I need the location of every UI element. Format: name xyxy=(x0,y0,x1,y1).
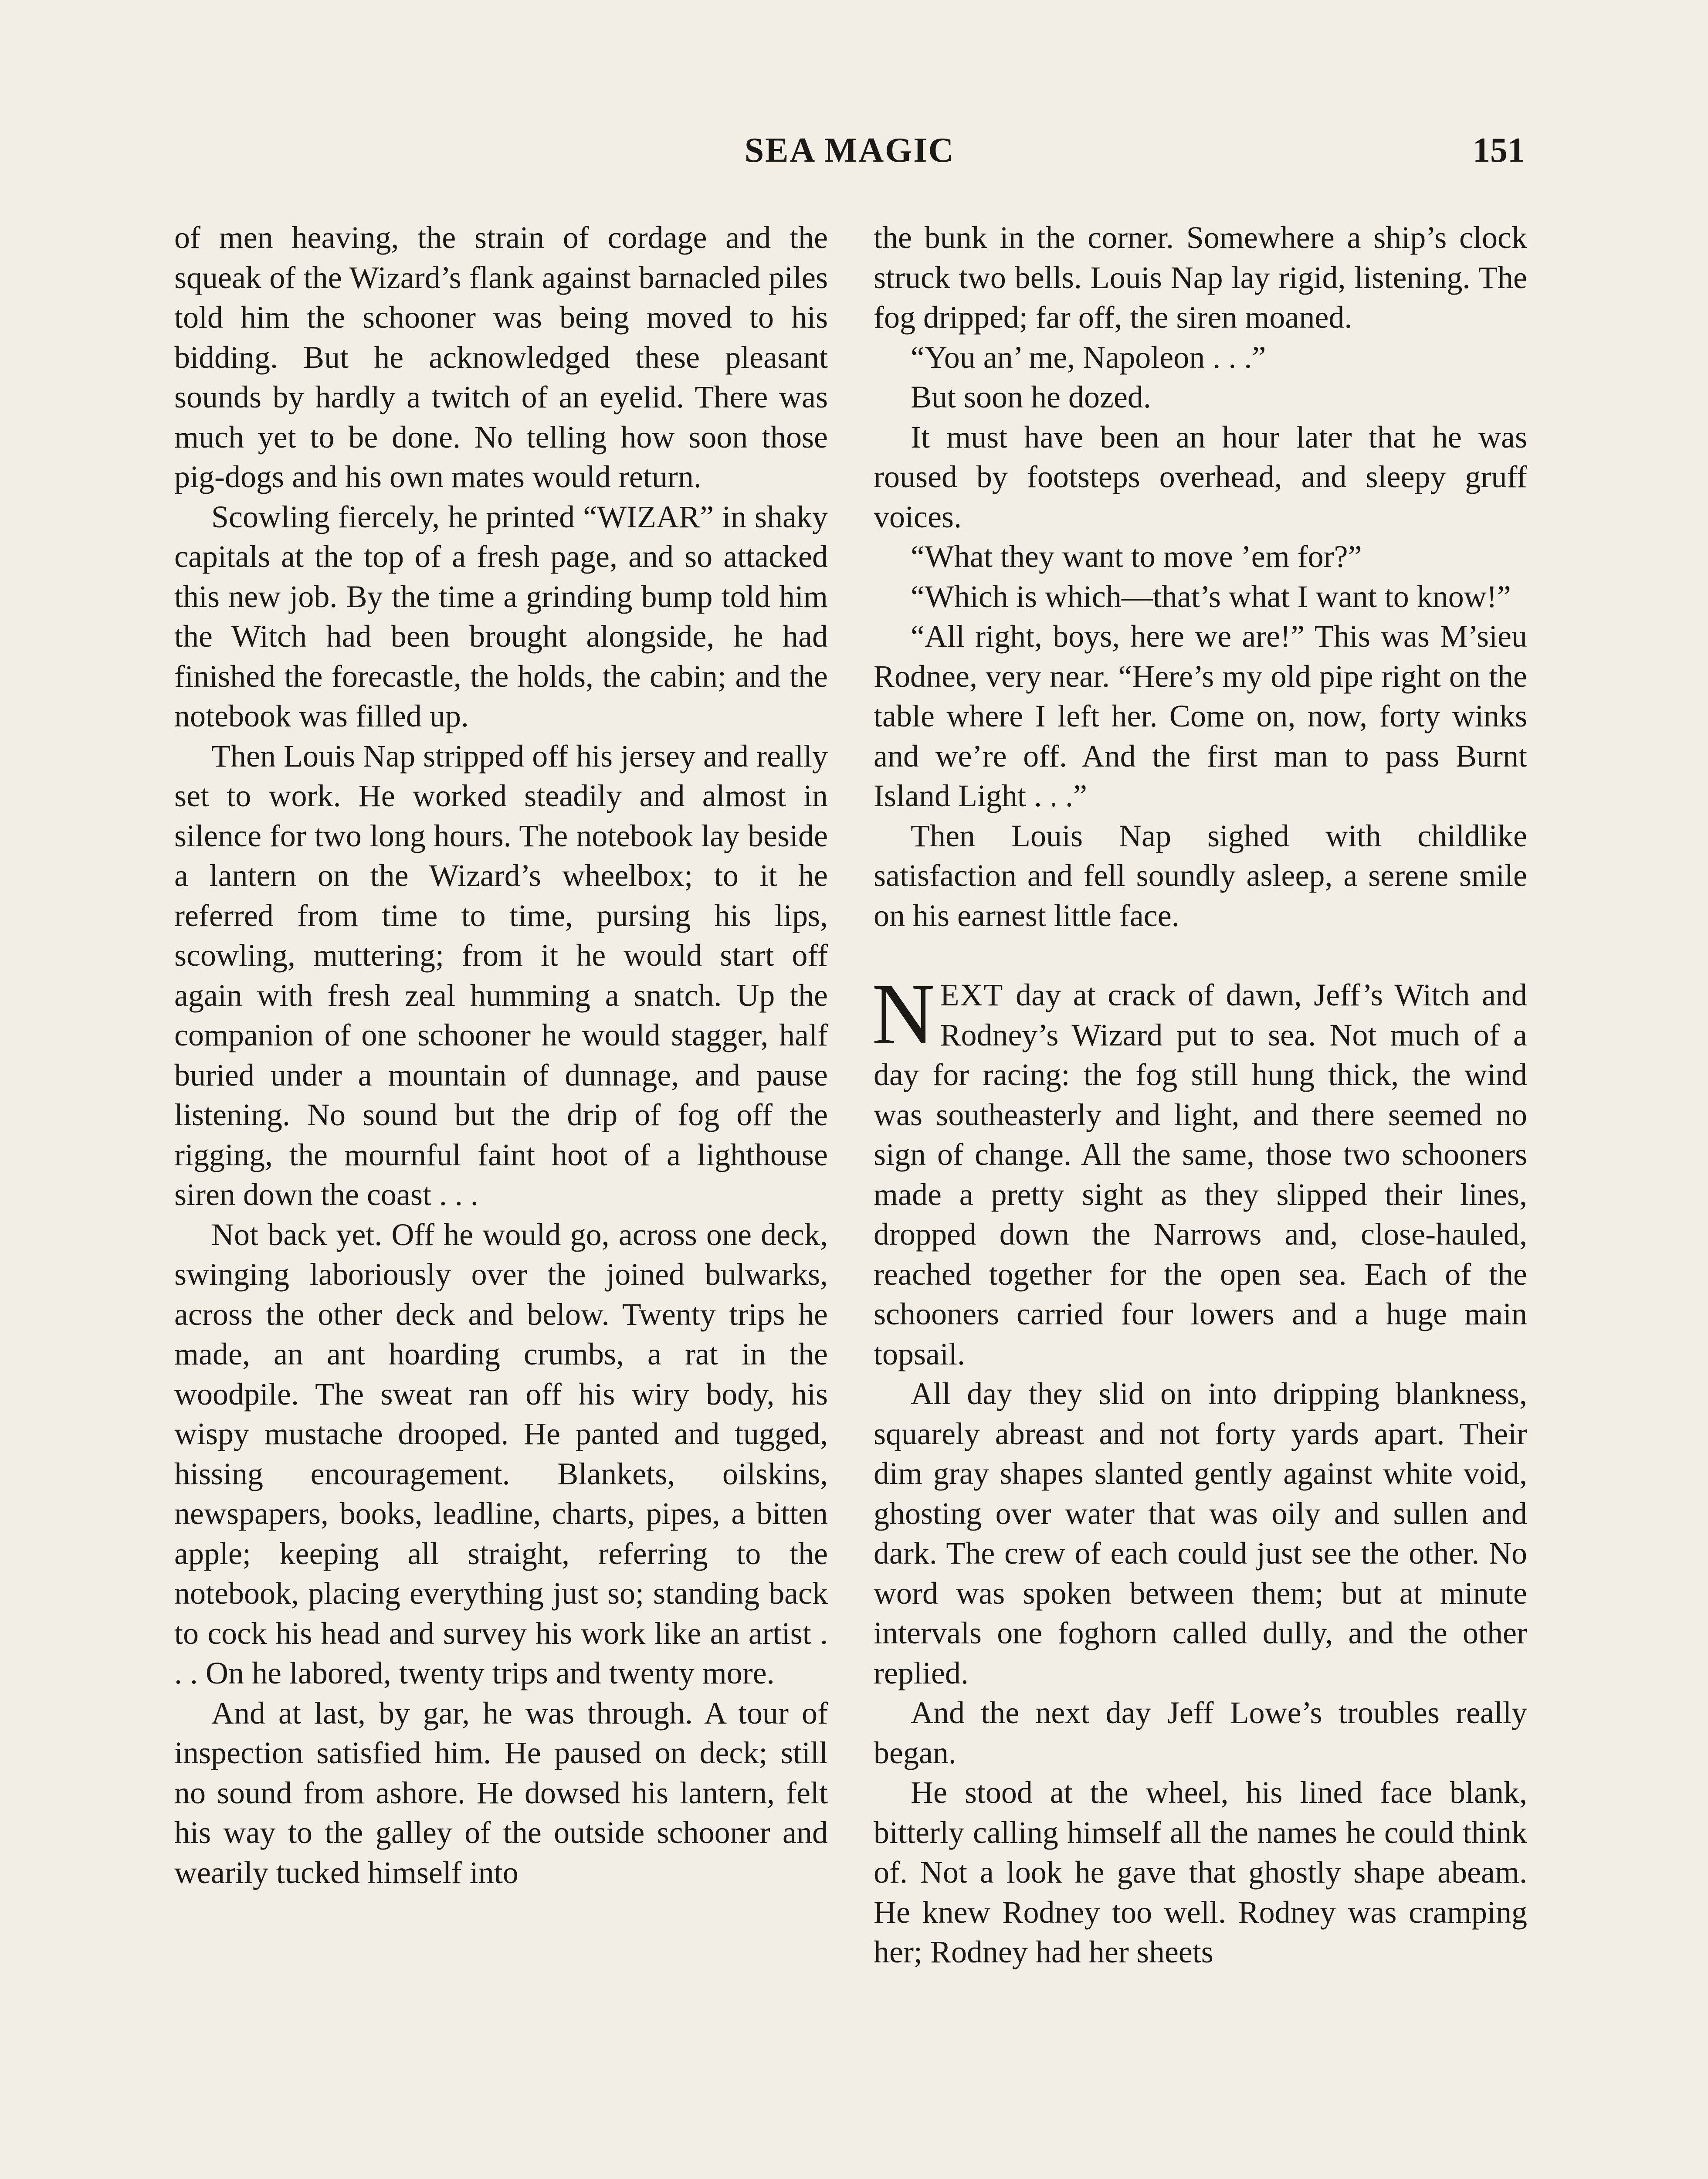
paragraph: “What they want to move ’em for?” xyxy=(911,539,1362,574)
paragraph: Then Louis Nap sighed with childlike satisfaction and fell soundly asleep, a serene smile on his earnest little face. xyxy=(874,818,1527,933)
paragraph: Not back yet. Off he would go, across one deck, swinging laboriously over the joined bulwarks, across the other deck and below. Twenty trips he made, an ant hoarding crumbs, a rat in the woodpile. The sweat ran off his wiry body, his wispy mustache drooped. He panted and tugged, hissing encouragement. Blankets, oilskins, newspapers, books, leadline, charts, pipes, a bitten apple; keeping all straight, referring to the notebook, placing everything just so; standing back to cock his head and survey his work like an artist . . . On he labored, twenty trips and twenty more. xyxy=(174,1217,828,1690)
paragraph: “You an’ me, Napoleon . . .” xyxy=(911,339,1266,375)
left-column xyxy=(174,218,828,1893)
paragraph: “Which is which—that’s what I want to know!” xyxy=(911,579,1511,614)
paragraph: It must have been an hour later that he was roused by footsteps overhead, and sleepy gruff voices. xyxy=(874,419,1527,534)
page-header xyxy=(174,131,1525,179)
paragraph: He stood at the wheel, his lined face blank, bitterly calling himself all the names he could think of. Not a look he gave that ghostly shape abeam. He knew Rodney too well. Rodney was cramping her; Rodney had her sheets xyxy=(874,1775,1527,1969)
right-column xyxy=(874,218,1527,1972)
drop-cap: N xyxy=(872,966,935,1062)
section-opening-paragraph xyxy=(872,966,1527,1374)
page-number: 151 xyxy=(1473,131,1525,170)
paragraph: But soon he dozed. xyxy=(911,380,1151,414)
paragraph: All day they slid on into dripping blankness, squarely abreast and not forty yards apart. Their dim gray shapes slanted gently against white void, ghosting over water that was oily and sullen and dark. The crew of each could just see the other. No word was spoken between them; but at minute intervals one foghorn called dully, and the other replied. xyxy=(874,1376,1527,1690)
paragraph: And the next day Jeff Lowe’s troubles really began. xyxy=(874,1695,1527,1770)
paragraph: Then Louis Nap stripped off his jersey and really set to work. He worked steadily and almost in silence for two long hours. The notebook lay beside a lantern on the Wizard’s wheelbox; to it he referred from time to time, pursing his lips, scowling, muttering; from it he would start off again with fresh zeal humming a snatch. Up the companion of one schooner he would stagger, half buried under a mountain of dunnage, and pause listening. No sound but the drip of fog off the rigging, the mournful faint hoot of a lighthouse siren down the coast . . . xyxy=(174,738,828,1212)
opening-caps: EXT xyxy=(940,977,1004,1012)
paragraph: Scowling fiercely, he printed “WIZAR” in shaky capitals at the top of a fresh page, and so attacked this new job. By the time a grinding bump told him the Witch had been brought alongside, he had finished the forecastle, the holds, the cabin; and the notebook was filled up. xyxy=(174,499,828,733)
opening-text: day at crack of dawn, Jeff’s Witch and Rodney’s Wizard put to sea. Not much of a day for racing: the fog still hung thick, the wind was southeasterly and light, and there seemed no sign of change. All the same, those two schooners made a pretty sight as they slipped their lines, dropped down the Narrows and, close-hauled, reached together for the open sea. Each of the schooners carried four lowers and a huge main topsail. xyxy=(874,977,1527,1371)
paragraph: of men heaving, the strain of cordage and the squeak of the Wizard’s flank against barnacled piles told him the schooner was being moved to his bidding. But he acknowledged these pleasant sounds by hardly a twitch of an eyelid. There was much yet to be done. No telling how soon those pig-dogs and his own mates would return. xyxy=(174,220,828,494)
paragraph: “All right, boys, here we are!” This was M’sieu Rodnee, very near. “Here’s my old pipe right on the table where I left her. Come on, now, forty winks and we’re off. And the first man to pass Burnt Island Light . . .” xyxy=(874,619,1527,813)
paragraph: And at last, by gar, he was through. A tour of inspection satisfied him. He paused on deck; still no sound from ashore. He dowsed his lantern, felt his way to the galley of the outside schooner and wearily tucked himself into xyxy=(174,1695,828,1890)
paragraph: the bunk in the corner. Somewhere a ship’s clock struck two bells. Louis Nap lay rigid, listening. The fog dripped; far off, the siren moaned. xyxy=(874,220,1527,335)
running-title: SEA MAGIC xyxy=(744,131,955,170)
